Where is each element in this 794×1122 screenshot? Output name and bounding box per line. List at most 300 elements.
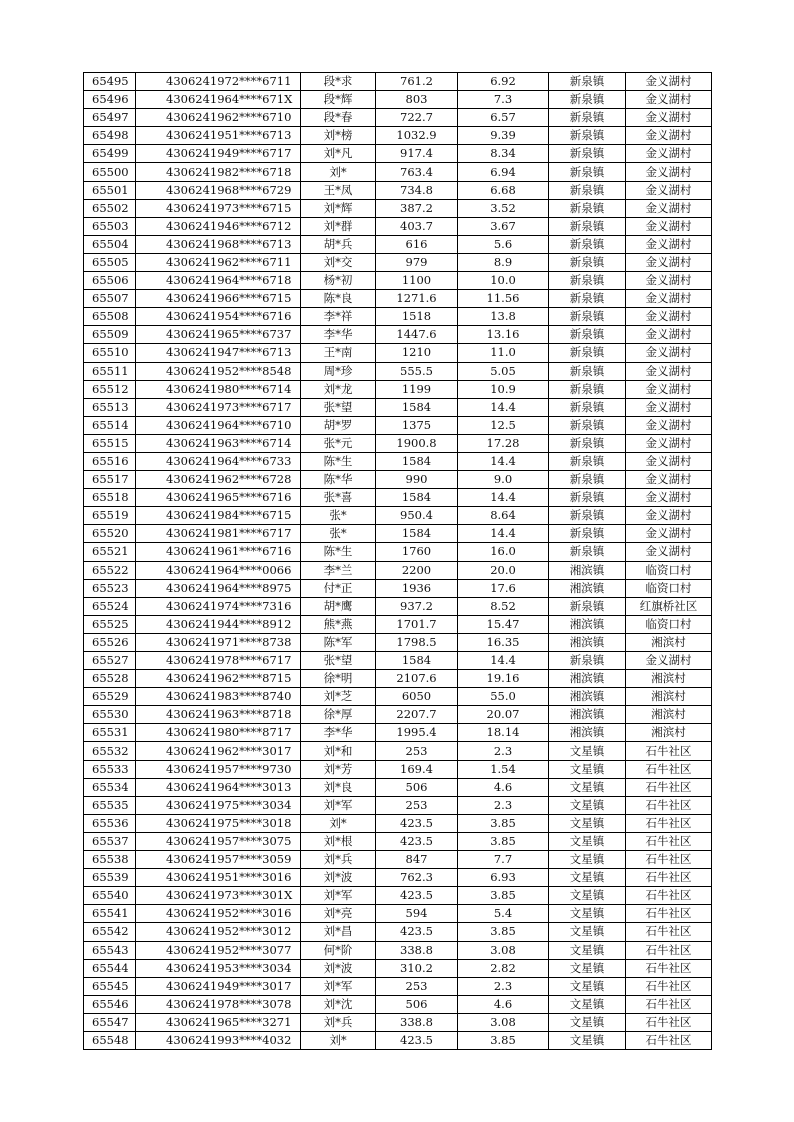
table-row	[84, 760, 712, 778]
table-row	[84, 362, 712, 380]
quantity-cell: 18.14	[458, 724, 549, 742]
id-number-cell: 4306241952****8548	[136, 362, 301, 380]
village-cell: 金义湖村	[626, 380, 712, 398]
table-row	[84, 1031, 712, 1049]
quantity-cell: 16.35	[458, 633, 549, 651]
quantity-cell: 9.39	[458, 127, 549, 145]
amount-cell: 1900.8	[376, 434, 458, 452]
town-cell: 新泉镇	[549, 652, 626, 670]
name-cell: 刘*群	[301, 217, 376, 235]
town-cell: 湘滨镇	[549, 633, 626, 651]
village-cell: 金义湖村	[626, 73, 712, 91]
quantity-cell: 8.64	[458, 507, 549, 525]
table-row	[84, 633, 712, 651]
records-table	[83, 72, 712, 1050]
id-number-cell: 4306241964****6718	[136, 272, 301, 290]
quantity-cell: 3.85	[458, 887, 549, 905]
village-cell: 石牛社区	[626, 814, 712, 832]
quantity-cell: 55.0	[458, 688, 549, 706]
town-cell: 文星镇	[549, 796, 626, 814]
id-number-cell: 4306241978****6717	[136, 652, 301, 670]
serial-number-cell: 65540	[84, 887, 136, 905]
table-row	[84, 253, 712, 271]
town-cell: 新泉镇	[549, 344, 626, 362]
table-row	[84, 1013, 712, 1031]
serial-number-cell: 65512	[84, 380, 136, 398]
amount-cell: 1995.4	[376, 724, 458, 742]
quantity-cell: 2.3	[458, 977, 549, 995]
town-cell: 新泉镇	[549, 543, 626, 561]
village-cell: 金义湖村	[626, 91, 712, 109]
name-cell: 张*喜	[301, 489, 376, 507]
town-cell: 文星镇	[549, 851, 626, 869]
name-cell: 刘*芝	[301, 688, 376, 706]
table-row	[84, 308, 712, 326]
serial-number-cell: 65548	[84, 1031, 136, 1049]
id-number-cell: 4306241949****3017	[136, 977, 301, 995]
id-number-cell: 4306241964****0066	[136, 561, 301, 579]
table-row	[84, 91, 712, 109]
serial-number-cell: 65520	[84, 525, 136, 543]
serial-number-cell: 65525	[84, 615, 136, 633]
town-cell: 新泉镇	[549, 199, 626, 217]
quantity-cell: 2.3	[458, 742, 549, 760]
serial-number-cell: 65544	[84, 959, 136, 977]
village-cell: 金义湖村	[626, 181, 712, 199]
table-row	[84, 652, 712, 670]
amount-cell: 594	[376, 905, 458, 923]
amount-cell: 423.5	[376, 887, 458, 905]
village-cell: 金义湖村	[626, 344, 712, 362]
amount-cell: 1032.9	[376, 127, 458, 145]
id-number-cell: 4306241963****6714	[136, 434, 301, 452]
town-cell: 湘滨镇	[549, 579, 626, 597]
id-number-cell: 4306241947****6713	[136, 344, 301, 362]
table-row	[84, 832, 712, 850]
table-row	[84, 344, 712, 362]
quantity-cell: 3.08	[458, 1013, 549, 1031]
id-number-cell: 4306241981****6717	[136, 525, 301, 543]
quantity-cell: 13.8	[458, 308, 549, 326]
quantity-cell: 9.0	[458, 471, 549, 489]
town-cell: 文星镇	[549, 1031, 626, 1049]
id-number-cell: 4306241965****6716	[136, 489, 301, 507]
id-number-cell: 4306241966****6715	[136, 290, 301, 308]
table-row	[84, 995, 712, 1013]
table-row	[84, 887, 712, 905]
id-number-cell: 4306241974****7316	[136, 597, 301, 615]
name-cell: 刘*波	[301, 869, 376, 887]
amount-cell: 761.2	[376, 73, 458, 91]
village-cell: 石牛社区	[626, 1031, 712, 1049]
quantity-cell: 3.85	[458, 832, 549, 850]
serial-number-cell: 65523	[84, 579, 136, 597]
id-number-cell: 4306241952****3012	[136, 923, 301, 941]
id-number-cell: 4306241983****8740	[136, 688, 301, 706]
table-row	[84, 525, 712, 543]
serial-number-cell: 65503	[84, 217, 136, 235]
village-cell: 石牛社区	[626, 905, 712, 923]
amount-cell: 979	[376, 253, 458, 271]
amount-cell: 555.5	[376, 362, 458, 380]
town-cell: 文星镇	[549, 814, 626, 832]
name-cell: 付*正	[301, 579, 376, 597]
id-number-cell: 4306241968****6729	[136, 181, 301, 199]
table-row	[84, 869, 712, 887]
serial-number-cell: 65536	[84, 814, 136, 832]
serial-number-cell: 65522	[84, 561, 136, 579]
id-number-cell: 4306241962****8715	[136, 670, 301, 688]
quantity-cell: 4.6	[458, 778, 549, 796]
id-number-cell: 4306241965****6737	[136, 326, 301, 344]
town-cell: 新泉镇	[549, 290, 626, 308]
serial-number-cell: 65545	[84, 977, 136, 995]
town-cell: 湘滨镇	[549, 615, 626, 633]
serial-number-cell: 65546	[84, 995, 136, 1013]
village-cell: 石牛社区	[626, 778, 712, 796]
serial-number-cell: 65501	[84, 181, 136, 199]
town-cell: 文星镇	[549, 959, 626, 977]
id-number-cell: 4306241993****4032	[136, 1031, 301, 1049]
quantity-cell: 6.93	[458, 869, 549, 887]
town-cell: 新泉镇	[549, 434, 626, 452]
id-number-cell: 4306241962****3017	[136, 742, 301, 760]
id-number-cell: 4306241978****3078	[136, 995, 301, 1013]
name-cell: 刘*兵	[301, 851, 376, 869]
quantity-cell: 7.7	[458, 851, 549, 869]
serial-number-cell: 65530	[84, 706, 136, 724]
amount-cell: 950.4	[376, 507, 458, 525]
table-row	[84, 163, 712, 181]
name-cell: 王*凤	[301, 181, 376, 199]
town-cell: 文星镇	[549, 995, 626, 1013]
quantity-cell: 4.6	[458, 995, 549, 1013]
table-row	[84, 145, 712, 163]
town-cell: 文星镇	[549, 977, 626, 995]
quantity-cell: 14.4	[458, 489, 549, 507]
quantity-cell: 5.4	[458, 905, 549, 923]
town-cell: 新泉镇	[549, 109, 626, 127]
table-row	[84, 416, 712, 434]
town-cell: 新泉镇	[549, 452, 626, 470]
serial-number-cell: 65500	[84, 163, 136, 181]
village-cell: 金义湖村	[626, 543, 712, 561]
serial-number-cell: 65506	[84, 272, 136, 290]
town-cell: 湘滨镇	[549, 724, 626, 742]
table-row	[84, 199, 712, 217]
table-row	[84, 326, 712, 344]
amount-cell: 722.7	[376, 109, 458, 127]
name-cell: 张*望	[301, 398, 376, 416]
amount-cell: 763.4	[376, 163, 458, 181]
quantity-cell: 8.34	[458, 145, 549, 163]
amount-cell: 253	[376, 977, 458, 995]
serial-number-cell: 65505	[84, 253, 136, 271]
village-cell: 湘滨村	[626, 670, 712, 688]
amount-cell: 1760	[376, 543, 458, 561]
amount-cell: 1518	[376, 308, 458, 326]
town-cell: 文星镇	[549, 1013, 626, 1031]
name-cell: 刘*芳	[301, 760, 376, 778]
town-cell: 新泉镇	[549, 127, 626, 145]
town-cell: 文星镇	[549, 832, 626, 850]
amount-cell: 169.4	[376, 760, 458, 778]
amount-cell: 2200	[376, 561, 458, 579]
town-cell: 新泉镇	[549, 507, 626, 525]
id-number-cell: 4306241946****6712	[136, 217, 301, 235]
amount-cell: 310.2	[376, 959, 458, 977]
quantity-cell: 3.85	[458, 814, 549, 832]
quantity-cell: 6.92	[458, 73, 549, 91]
village-cell: 石牛社区	[626, 887, 712, 905]
amount-cell: 1584	[376, 652, 458, 670]
serial-number-cell: 65495	[84, 73, 136, 91]
serial-number-cell: 65543	[84, 941, 136, 959]
village-cell: 石牛社区	[626, 832, 712, 850]
serial-number-cell: 65539	[84, 869, 136, 887]
table-row	[84, 579, 712, 597]
table-row	[84, 272, 712, 290]
village-cell: 石牛社区	[626, 869, 712, 887]
town-cell: 新泉镇	[549, 308, 626, 326]
village-cell: 临资口村	[626, 579, 712, 597]
quantity-cell: 11.56	[458, 290, 549, 308]
amount-cell: 1210	[376, 344, 458, 362]
table-row	[84, 507, 712, 525]
name-cell: 杨*初	[301, 272, 376, 290]
table-row	[84, 543, 712, 561]
id-number-cell: 4306241964****671X	[136, 91, 301, 109]
town-cell: 新泉镇	[549, 272, 626, 290]
table-row	[84, 434, 712, 452]
name-cell: 胡*罗	[301, 416, 376, 434]
table-row	[84, 851, 712, 869]
serial-number-cell: 65531	[84, 724, 136, 742]
table-row	[84, 597, 712, 615]
name-cell: 刘*波	[301, 959, 376, 977]
village-cell: 临资口村	[626, 561, 712, 579]
id-number-cell: 4306241952****3077	[136, 941, 301, 959]
serial-number-cell: 65524	[84, 597, 136, 615]
name-cell: 刘*辉	[301, 199, 376, 217]
serial-number-cell: 65526	[84, 633, 136, 651]
id-number-cell: 4306241961****6716	[136, 543, 301, 561]
name-cell: 熊*燕	[301, 615, 376, 633]
town-cell: 文星镇	[549, 778, 626, 796]
amount-cell: 338.8	[376, 1013, 458, 1031]
name-cell: 李*华	[301, 724, 376, 742]
village-cell: 金义湖村	[626, 272, 712, 290]
town-cell: 文星镇	[549, 941, 626, 959]
table-row	[84, 109, 712, 127]
quantity-cell: 2.3	[458, 796, 549, 814]
serial-number-cell: 65514	[84, 416, 136, 434]
id-number-cell: 4306241973****6715	[136, 199, 301, 217]
village-cell: 金义湖村	[626, 434, 712, 452]
id-number-cell: 4306241962****6728	[136, 471, 301, 489]
amount-cell: 1100	[376, 272, 458, 290]
town-cell: 文星镇	[549, 887, 626, 905]
village-cell: 金义湖村	[626, 109, 712, 127]
serial-number-cell: 65541	[84, 905, 136, 923]
id-number-cell: 4306241957****3059	[136, 851, 301, 869]
amount-cell: 253	[376, 742, 458, 760]
id-number-cell: 4306241972****6711	[136, 73, 301, 91]
name-cell: 刘*亮	[301, 905, 376, 923]
amount-cell: 423.5	[376, 814, 458, 832]
village-cell: 金义湖村	[626, 489, 712, 507]
serial-number-cell: 65513	[84, 398, 136, 416]
id-number-cell: 4306241984****6715	[136, 507, 301, 525]
quantity-cell: 5.05	[458, 362, 549, 380]
serial-number-cell: 65535	[84, 796, 136, 814]
id-number-cell: 4306241973****6717	[136, 398, 301, 416]
village-cell: 石牛社区	[626, 995, 712, 1013]
amount-cell: 803	[376, 91, 458, 109]
table-row	[84, 561, 712, 579]
name-cell: 胡*兵	[301, 235, 376, 253]
amount-cell: 1584	[376, 452, 458, 470]
table-row	[84, 742, 712, 760]
records-table-body	[84, 73, 712, 1050]
amount-cell: 1375	[376, 416, 458, 434]
village-cell: 石牛社区	[626, 941, 712, 959]
town-cell: 新泉镇	[549, 416, 626, 434]
id-number-cell: 4306241971****8738	[136, 633, 301, 651]
serial-number-cell: 65529	[84, 688, 136, 706]
town-cell: 文星镇	[549, 869, 626, 887]
serial-number-cell: 65527	[84, 652, 136, 670]
town-cell: 新泉镇	[549, 163, 626, 181]
serial-number-cell: 65532	[84, 742, 136, 760]
name-cell: 刘*龙	[301, 380, 376, 398]
serial-number-cell: 65534	[84, 778, 136, 796]
village-cell: 金义湖村	[626, 217, 712, 235]
name-cell: 刘*良	[301, 778, 376, 796]
town-cell: 湘滨镇	[549, 688, 626, 706]
town-cell: 新泉镇	[549, 326, 626, 344]
amount-cell: 253	[376, 796, 458, 814]
table-row	[84, 73, 712, 91]
serial-number-cell: 65518	[84, 489, 136, 507]
table-row	[84, 941, 712, 959]
name-cell: 张*望	[301, 652, 376, 670]
town-cell: 新泉镇	[549, 362, 626, 380]
town-cell: 文星镇	[549, 760, 626, 778]
amount-cell: 762.3	[376, 869, 458, 887]
id-number-cell: 4306241982****6718	[136, 163, 301, 181]
amount-cell: 423.5	[376, 1031, 458, 1049]
id-number-cell: 4306241944****8912	[136, 615, 301, 633]
id-number-cell: 4306241968****6713	[136, 235, 301, 253]
table-row	[84, 181, 712, 199]
town-cell: 文星镇	[549, 923, 626, 941]
quantity-cell: 10.9	[458, 380, 549, 398]
id-number-cell: 4306241975****3018	[136, 814, 301, 832]
amount-cell: 847	[376, 851, 458, 869]
table-row	[84, 959, 712, 977]
id-number-cell: 4306241980****6714	[136, 380, 301, 398]
id-number-cell: 4306241953****3034	[136, 959, 301, 977]
village-cell: 金义湖村	[626, 253, 712, 271]
town-cell: 湘滨镇	[549, 561, 626, 579]
town-cell: 新泉镇	[549, 489, 626, 507]
town-cell: 新泉镇	[549, 380, 626, 398]
quantity-cell: 14.4	[458, 398, 549, 416]
id-number-cell: 4306241957****3075	[136, 832, 301, 850]
town-cell: 新泉镇	[549, 145, 626, 163]
village-cell: 金义湖村	[626, 145, 712, 163]
serial-number-cell: 65509	[84, 326, 136, 344]
id-number-cell: 4306241962****6710	[136, 109, 301, 127]
village-cell: 石牛社区	[626, 923, 712, 941]
table-row	[84, 923, 712, 941]
village-cell: 金义湖村	[626, 398, 712, 416]
name-cell: 张*	[301, 507, 376, 525]
village-cell: 石牛社区	[626, 851, 712, 869]
name-cell: 陈*华	[301, 471, 376, 489]
village-cell: 石牛社区	[626, 760, 712, 778]
id-number-cell: 4306241964****6733	[136, 452, 301, 470]
town-cell: 新泉镇	[549, 91, 626, 109]
town-cell: 新泉镇	[549, 235, 626, 253]
village-cell: 湘滨村	[626, 688, 712, 706]
name-cell: 刘*军	[301, 887, 376, 905]
village-cell: 石牛社区	[626, 1013, 712, 1031]
town-cell: 新泉镇	[549, 471, 626, 489]
quantity-cell: 13.16	[458, 326, 549, 344]
table-row	[84, 706, 712, 724]
id-number-cell: 4306241964****3013	[136, 778, 301, 796]
id-number-cell: 4306241957****9730	[136, 760, 301, 778]
quantity-cell: 12.5	[458, 416, 549, 434]
serial-number-cell: 65537	[84, 832, 136, 850]
town-cell: 新泉镇	[549, 597, 626, 615]
id-number-cell: 4306241964****8975	[136, 579, 301, 597]
table-row	[84, 670, 712, 688]
amount-cell: 1199	[376, 380, 458, 398]
name-cell: 刘*根	[301, 832, 376, 850]
amount-cell: 1936	[376, 579, 458, 597]
serial-number-cell: 65517	[84, 471, 136, 489]
name-cell: 徐*厚	[301, 706, 376, 724]
amount-cell: 616	[376, 235, 458, 253]
id-number-cell: 4306241973****301X	[136, 887, 301, 905]
table-row	[84, 814, 712, 832]
name-cell: 段*求	[301, 73, 376, 91]
village-cell: 湘滨村	[626, 724, 712, 742]
name-cell: 陈*生	[301, 543, 376, 561]
quantity-cell: 2.82	[458, 959, 549, 977]
village-cell: 金义湖村	[626, 452, 712, 470]
quantity-cell: 11.0	[458, 344, 549, 362]
amount-cell: 403.7	[376, 217, 458, 235]
name-cell: 刘*榜	[301, 127, 376, 145]
village-cell: 湘滨村	[626, 706, 712, 724]
name-cell: 刘*凡	[301, 145, 376, 163]
quantity-cell: 14.4	[458, 652, 549, 670]
town-cell: 湘滨镇	[549, 706, 626, 724]
serial-number-cell: 65496	[84, 91, 136, 109]
quantity-cell: 14.4	[458, 452, 549, 470]
name-cell: 刘*沈	[301, 995, 376, 1013]
town-cell: 新泉镇	[549, 181, 626, 199]
name-cell: 李*华	[301, 326, 376, 344]
id-number-cell: 4306241952****3016	[136, 905, 301, 923]
quantity-cell: 1.54	[458, 760, 549, 778]
id-number-cell: 4306241951****6713	[136, 127, 301, 145]
name-cell: 刘*兵	[301, 1013, 376, 1031]
